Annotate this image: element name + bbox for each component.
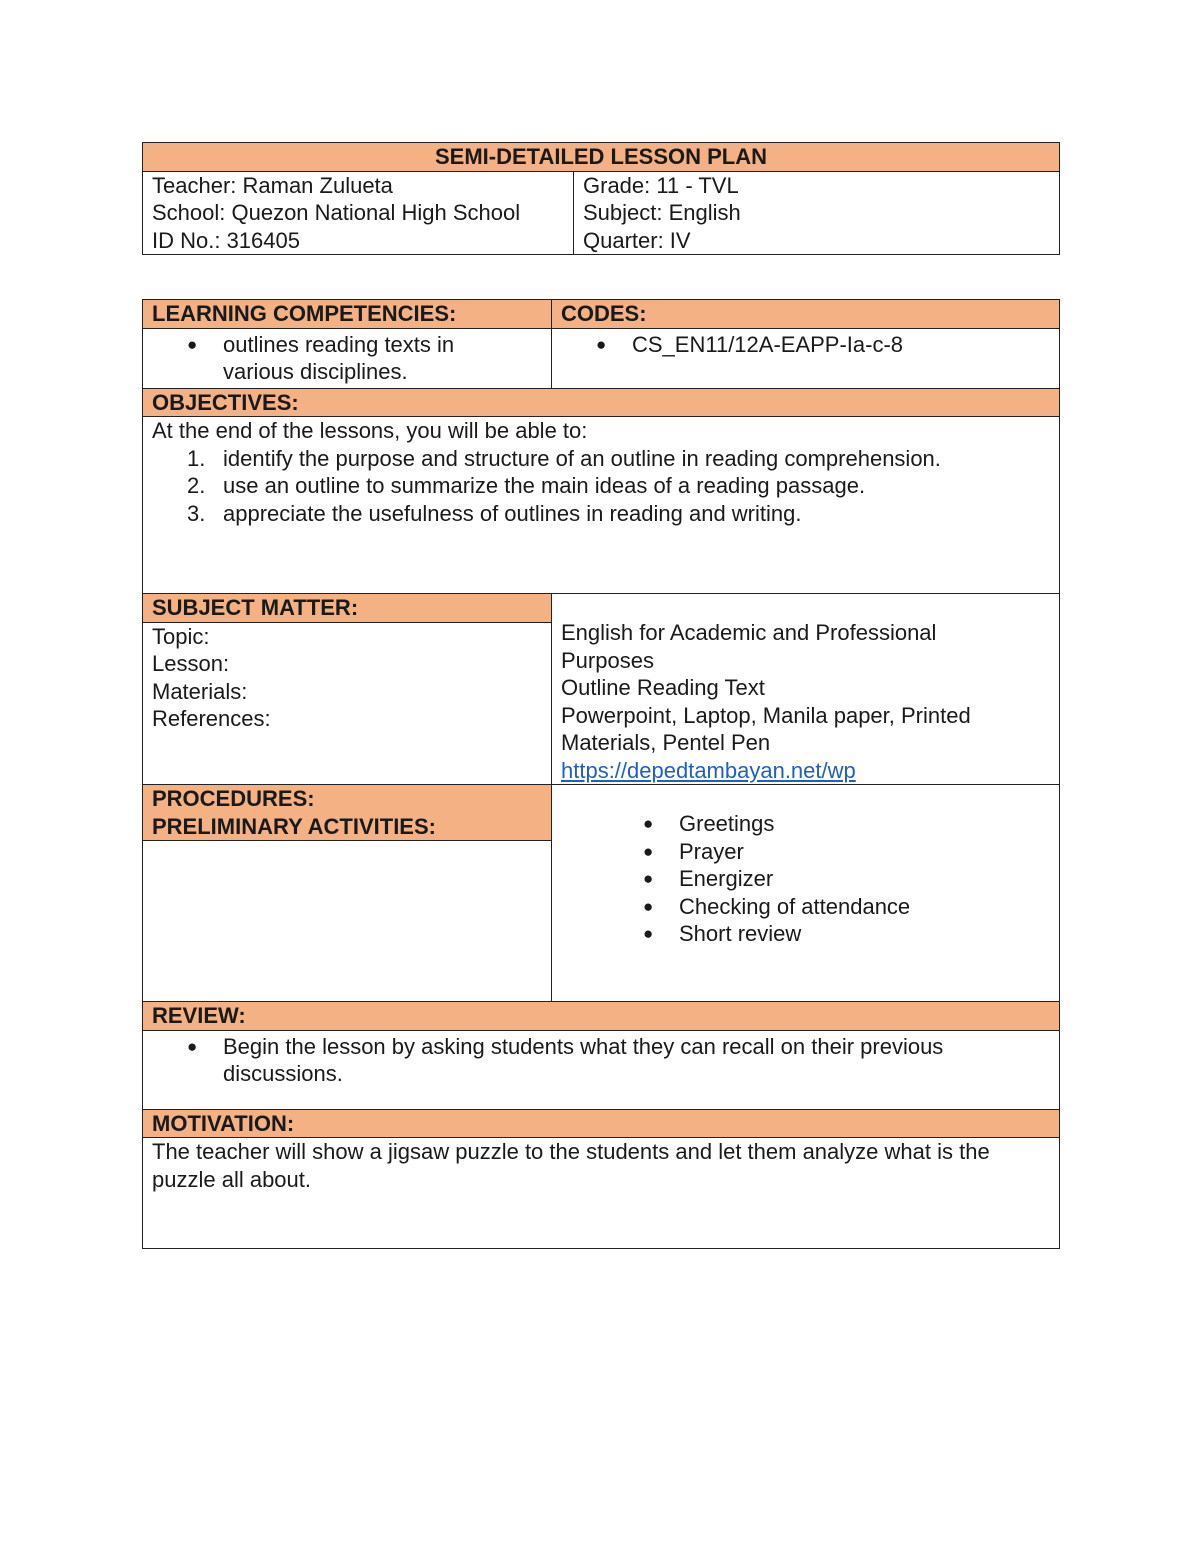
preliminary-activities-label: PRELIMINARY ACTIVITIES:: [152, 813, 436, 839]
review-header: REVIEW:: [143, 1002, 1060, 1031]
topic-value-cont: Purposes: [561, 647, 654, 673]
motivation-text: The teacher will show a jigsaw puzzle to the students and let them analyze what is the puzzle all about.: [152, 1139, 990, 1192]
codes-cell: [552, 328, 1060, 388]
id-number: ID No.: 316405: [152, 227, 300, 253]
competencies-header: LEARNING COMPETENCIES:: [143, 300, 552, 329]
subject: Subject: English: [583, 200, 741, 225]
teacher-info-cell: [143, 171, 574, 255]
objectives-header: OBJECTIVES:: [143, 388, 1060, 417]
review-cell: [143, 1030, 1060, 1109]
activity-item: ● Greetings: [561, 810, 1050, 838]
materials-value-cont: Materials, Pentel Pen: [561, 730, 771, 755]
competency-item: ● outlines reading texts in various disciplines.: [152, 331, 542, 386]
grade: Grade: 11 - TVL: [583, 172, 739, 198]
review-item: ● Begin the lesson by asking students what they can recall on their previous discussions.: [152, 1033, 1050, 1088]
objectives-intro: At the end of the lessons, you will be able to:: [152, 418, 588, 443]
reference-link[interactable]: https://depedtambayan.net/wp: [561, 757, 856, 783]
lesson-value: Outline Reading Text: [561, 675, 765, 700]
class-info-cell: [574, 171, 1060, 255]
quarter: Quarter: IV: [583, 227, 691, 253]
procedures-label: PROCEDURES:: [152, 786, 315, 811]
materials-field: Materials:: [152, 678, 248, 704]
school-name: School: Quezon National High School: [152, 200, 521, 225]
activity-item: ● Prayer: [561, 838, 1050, 866]
objective-item: 1. identify the purpose and structure of an outline in reading comprehension.: [187, 445, 941, 471]
objective-item: 3. appreciate the usefulness of outlines in reading and writing.: [187, 500, 802, 526]
codes-header: CODES:: [552, 300, 1060, 329]
code-item: ● CS_EN11/12A-EAPP-Ia-c-8: [561, 331, 1050, 359]
competencies-cell: [143, 328, 552, 388]
topic-field: Topic:: [152, 623, 210, 649]
header-table: [142, 142, 1060, 255]
references-field: References:: [152, 706, 271, 731]
document-title: SEMI-DETAILED LESSON PLAN: [143, 143, 1060, 172]
materials-value: Powerpoint, Laptop, Manila paper, Printed: [561, 702, 971, 728]
motivation-header: MOTIVATION:: [143, 1109, 1060, 1138]
objective-item: 2. use an outline to summarize the main ideas of a reading passage.: [187, 473, 866, 498]
subject-matter-cell: [143, 594, 552, 785]
activity-item: ● Energizer: [561, 865, 1050, 893]
table-gap: [142, 255, 1059, 299]
activity-item: ● Checking of attendance: [561, 893, 1050, 921]
topic-value: English for Academic and Professional: [561, 620, 937, 645]
objectives-cell: [143, 417, 1060, 594]
procedures-header: [143, 785, 551, 841]
teacher-name: Teacher: Raman Zulueta: [152, 172, 393, 198]
lesson-table: [142, 299, 1060, 1249]
motivation-cell: [143, 1138, 1060, 1249]
preliminary-activities-cell: [552, 785, 1060, 1002]
lesson-field: Lesson:: [152, 651, 230, 676]
subject-matter-values-cell: [552, 594, 1060, 785]
lesson-plan-document: [142, 142, 1059, 1249]
subject-matter-header: SUBJECT MATTER:: [143, 594, 551, 623]
procedures-cell: [143, 785, 552, 1002]
activity-item: ● Short review: [561, 920, 1050, 948]
